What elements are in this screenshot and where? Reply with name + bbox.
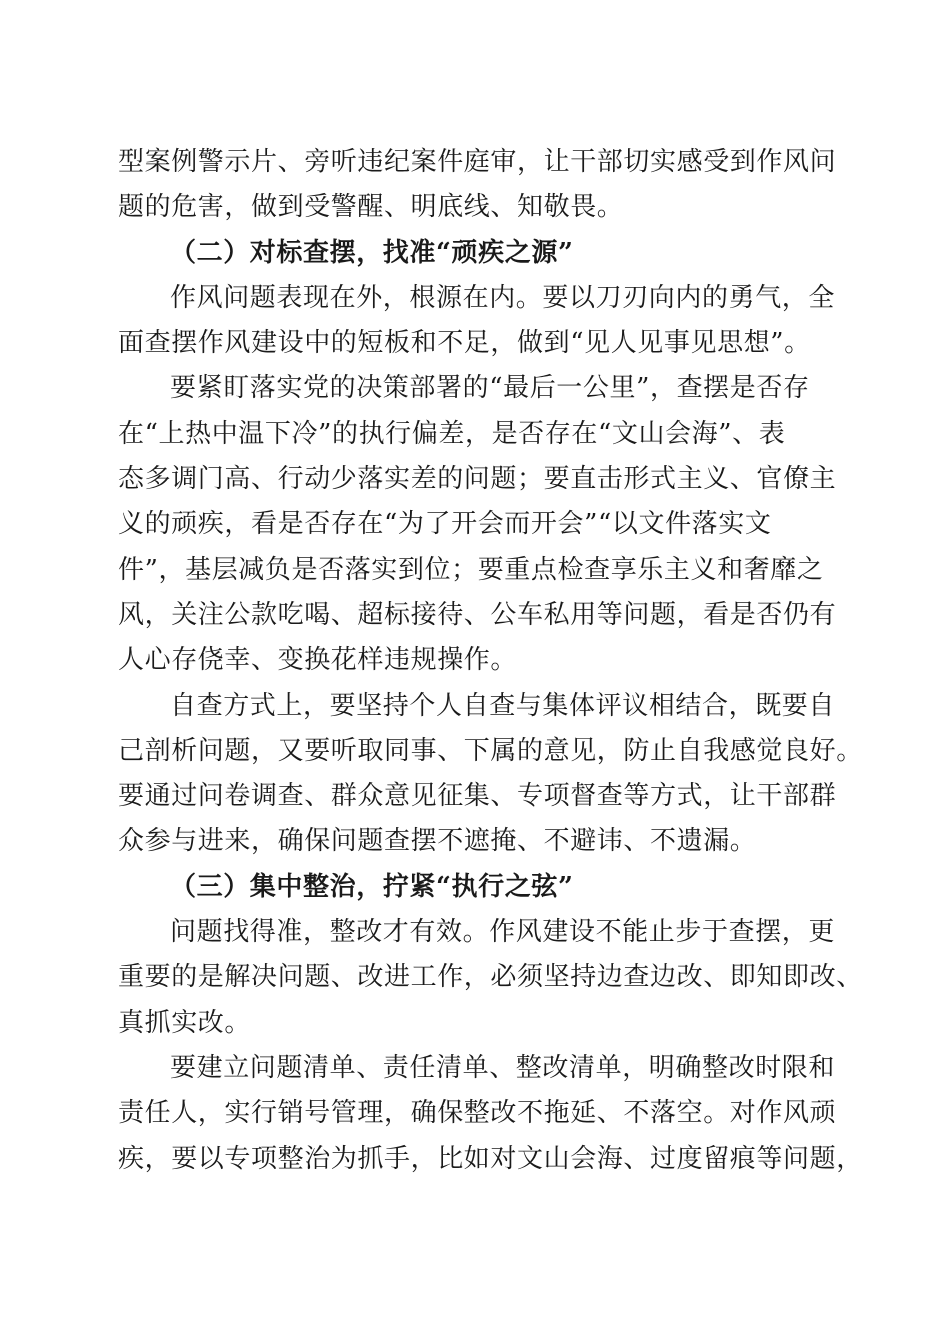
section-heading: （二）对标查摆，找准“顽疾之源” — [170, 237, 574, 268]
text-line: 责任人，实行销号管理，确保整改不拖延、不落空。对作风顽 — [118, 1098, 837, 1129]
section-heading: （三）集中整治，拧紧“执行之弦” — [170, 871, 574, 902]
text-line: 人心存侥幸、变换花样违规操作。 — [118, 645, 518, 676]
text-line: 要紧盯落实党的决策部署的“最后一公里”，查摆是否存 — [170, 373, 810, 404]
text-line: 疾，要以专项整治为抓手，比如对文山会海、过度留痕等问题， — [118, 1143, 863, 1174]
text-line: 题的危害，做到受警醒、明底线、知敬畏。 — [118, 192, 624, 223]
text-line: 真抓实改。 — [118, 1007, 252, 1038]
text-line: 件”，基层减负是否落实到位；要重点检查享乐主义和奢靡之 — [118, 554, 824, 585]
text-line: 自查方式上，要坚持个人自查与集体评议相结合，既要自 — [170, 690, 836, 721]
text-line: 己剖析问题，又要听取同事、下属的意见，防止自我感觉良好。 — [118, 735, 863, 766]
text-line: 面查摆作风建设中的短板和不足，做到“见人见事见思想”。 — [118, 328, 811, 359]
text-line: 重要的是解决问题、改进工作，必须坚持边查边改、即知即改、 — [118, 962, 863, 993]
text-line: 在“上热中温下冷”的执行偏差，是否存在“文山会海”、表 — [118, 418, 786, 449]
text-line: 问题找得准，整改才有效。作风建设不能止步于查摆，更 — [170, 917, 836, 948]
text-line: 态多调门高、行动少落实差的问题；要直击形式主义、官僚主 — [118, 464, 837, 495]
text-line: 型案例警示片、旁听违纪案件庭审，让干部切实感受到作风问 — [118, 147, 837, 177]
text-line: 义的顽疾，看是否存在“为了开会而开会”“以文件落实文 — [118, 509, 772, 540]
text-line: 要建立问题清单、责任清单、整改清单，明确整改时限和 — [170, 1052, 836, 1083]
text-line: 作风问题表现在外，根源在内。要以刀刃向内的勇气，全 — [170, 282, 836, 313]
text-line: 要通过问卷调查、群众意见征集、专项督查等方式，让干部群 — [118, 781, 837, 812]
text-line: 众参与进来，确保问题查摆不遮掩、不避讳、不遗漏。 — [118, 826, 757, 857]
document-body — [118, 140, 863, 1182]
text-line: 风，关注公款吃喝、超标接待、公车私用等问题，看是否仍有 — [118, 599, 837, 630]
